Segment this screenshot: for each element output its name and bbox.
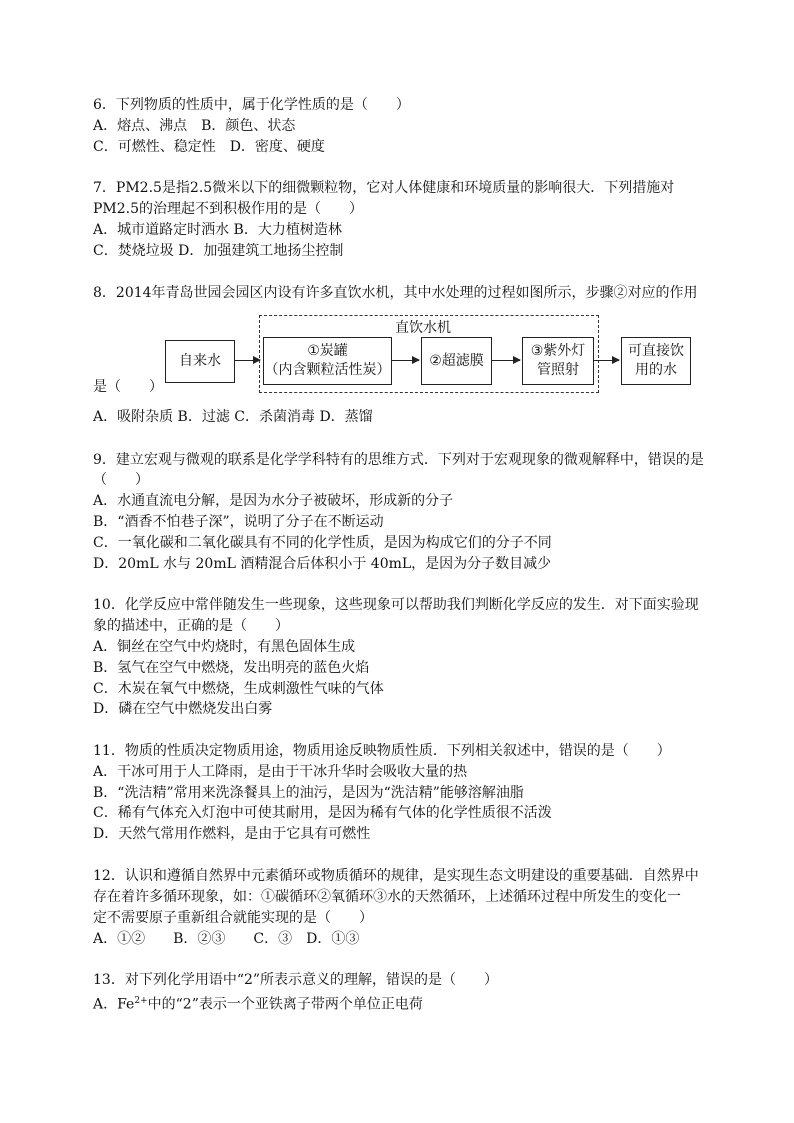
q10-stem-line1: 10．化学反应中常伴随发生一些现象，这些现象可以帮助我们判断化学反应的发生．对下面实验现 [93,597,699,613]
q10-stem-line2: 象的描述中，正确的是（ ） [93,618,289,634]
ultrafiltration-label: ②超滤膜 [429,352,484,369]
drinkable-water-box [621,337,691,385]
q6-options-ab: A．熔点、沸点 B．颜色、状态 [93,118,296,134]
q6-options-cd: C．可燃性、稳定性 D．密度、硬度 [93,139,325,155]
q12-stem-line1: 12．认识和遵循自然界中元素循环或物质循环的规律，是实现生态文明建设的重要基础．自然界中 [93,868,699,884]
q13-option-a [93,991,423,1015]
arrow-carbon-to-membrane [392,360,419,361]
q9-option-a: A．水通直流电分解，是因为水分子被破坏，形成新的分子 [93,493,454,509]
uv-lamp-detail: 管照射 [537,362,579,378]
drinkable-water-line1: 可直接饮 [628,343,684,359]
q8-stem-line2: 是（ ） [93,379,163,395]
tap-water-label: 自来水 [179,353,221,369]
uv-lamp-label: ③紫外灯 [530,343,586,359]
q8-options: A．吸附杂质 B．过滤 C．杀菌消毒 D．蒸馏 [93,409,373,425]
q7-stem-line2: PM2.5的治理起不到积极作用的是（ ） [93,201,364,217]
arrow-tap-to-carbon [235,360,260,361]
ultrafiltration-box [421,337,492,385]
carbon-tank-box [263,337,392,385]
q9-option-d: D．20mL 水与 20mL 酒精混合后体积小于 40mL，是因为分子数目减少 [93,556,552,572]
q13-stem: 13．对下列化学用语中“2”所表示意义的理解，错误的是（ ） [93,972,499,988]
q13-option-a-prefix: A．Fe [93,996,135,1013]
ion-charge-superscript: 2+ [134,996,148,1006]
q10-option-a: A．铜丝在空气中灼烧时，有黑色固体生成 [93,639,356,655]
drinkable-water-line2: 用的水 [635,362,677,378]
q7-stem-line1: 7．PM2.5是指2.5微米以下的细微颗粒物，它对人体健康和环境质量的影响很大．下列措施对 [93,180,675,196]
q12-stem-line3: 定不需要原子重新组合就能实现的是（ ） [93,910,373,926]
q11-stem: 11．物质的性质决定物质用途，物质用途反映物质性质．下列相关叙述中，错误的是（ ） [93,743,671,759]
q13-option-a-text: 中的“2”表示一个亚铁离子带两个单位正电荷 [147,996,423,1013]
q7-options-cd: C．焚烧垃圾 D．加强建筑工地扬尘控制 [93,243,344,259]
q10-option-b: B．氢气在空气中燃烧，发出明亮的蓝色火焰 [93,660,370,676]
q11-option-b: B．“洗洁精”常用来洗涤餐具上的油污，是因为“洗洁精”能够溶解油脂 [93,785,524,801]
q12-stem-line2: 存在着许多循环现象，如：①碳循环②氧循环③水的天然循环，上述循环过程中所发生的变化一 [93,889,681,905]
q9-stem-line2: （ ） [93,472,149,488]
q11-option-c: C．稀有气体充入灯泡中可使其耐用，是因为稀有气体的化学性质很不活泼 [93,805,552,821]
uv-lamp-box [522,337,594,385]
q9-stem-line1: 9．建立宏观与微观的联系是化学学科特有的思维方式．下列对于宏观现象的微观解释中，错误的是 [93,452,704,468]
arrow-uv-to-output [594,360,619,361]
tap-water-box [165,340,235,383]
q9-option-c: C．一氧化碳和二氧化碳具有不同的化学性质，是因为构成它们的分子不同 [93,535,552,551]
q10-option-c: C．木炭在氧气中燃烧，生成刺激性气味的气体 [93,681,384,697]
q12-options: A．①② B．②③ C．③ D．①③ [93,931,360,947]
q11-option-d: D．天然气常用作燃料，是由于它具有可燃性 [93,826,371,842]
arrow-membrane-to-uv [492,360,520,361]
q9-option-b: B．“酒香不怕巷子深”，说明了分子在不断运动 [93,514,384,530]
q11-option-a: A．干冰可用于人工降雨，是由于干冰升华时会吸收大量的热 [93,764,468,780]
carbon-tank-detail: （内含颗粒活性炭） [264,362,391,378]
carbon-tank-label: ①炭罐 [307,343,348,359]
q6-stem: 6．下列物质的性质中，属于化学性质的是（ ） [93,97,410,113]
drinking-machine-label: 直饮水机 [395,320,451,336]
q10-option-d: D．磷在空气中燃烧发出白雾 [93,701,273,717]
q7-options-ab: A．城市道路定时洒水 B．大力植树造林 [93,222,342,238]
q8-stem-line1: 8．2014年青岛世园会园区内设有许多直饮水机，其中水处理的过程如图所示，步骤②对应的作用 [93,285,698,301]
